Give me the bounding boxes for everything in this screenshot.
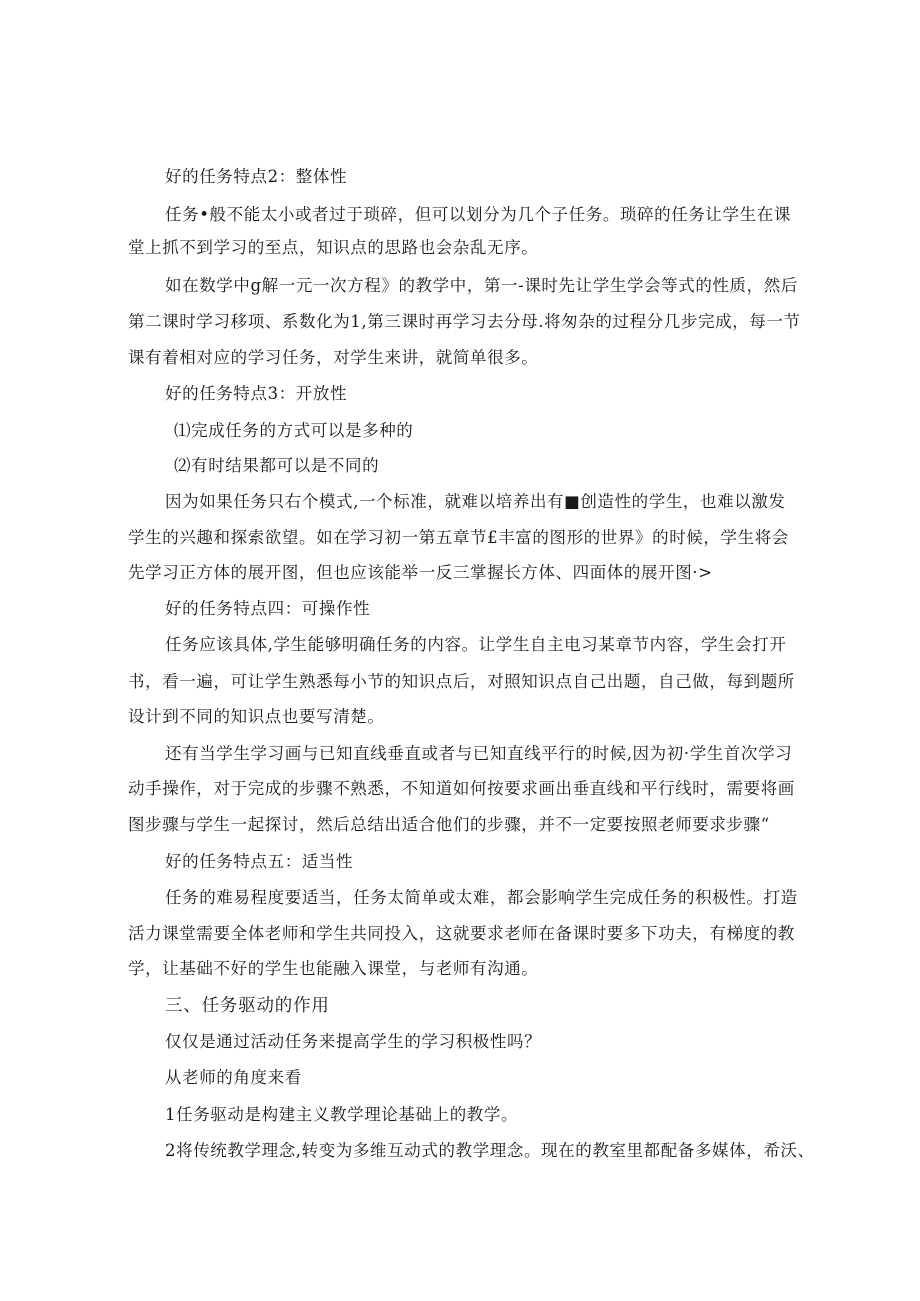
paragraph-line: 课有着相对应的学习任务，对学生来讲，就简单很多。: [128, 348, 539, 367]
paragraph-line: 动手操作，对于完成的步骤不熟悉，不知道如何按要求画出垂直线和平行线时，需要将画: [128, 779, 795, 798]
paragraph-line: 任务•般不能太小或者过于琐碎，但可以划分为几个子任务。琐碎的任务让学生在课: [165, 205, 791, 224]
paragraph-line: 学生的兴趣和探索欲望。如在学习初一第五章节£丰富的图形的世界》的时候，学生将会: [128, 528, 789, 547]
paragraph-line: 任务的难易程度要适当，任务太简单或太难，都会影响学生完成任务的积极性。打造: [165, 888, 798, 907]
list-item: ⑵有时结果都可以是不同的: [174, 456, 380, 475]
paragraph-line: 因为如果任务只右个模式,一个标准，就难以培养出有■创造性的学生，也难以激发: [165, 492, 786, 511]
paragraph-line: 从老师的角度来看: [165, 1068, 302, 1087]
paragraph-line: 书，看一遍，可让学生熟悉每小节的知识点后，对照知识点自己出题，自己做，每到题所: [128, 672, 795, 691]
paragraph-line: 堂上抓不到学习的至点，知识点的思路也会杂乱无序。: [128, 238, 539, 257]
paragraph-line: 仅仅是通过活动任务来提高学生的学习积极性吗？: [165, 1032, 542, 1051]
paragraph-line: 图步骤与学生一起探讨，然后总结出适合他们的步骤，并不一定要按照老师要求步骤“: [128, 815, 770, 834]
section-heading: 三、任务驱动的作用: [165, 996, 330, 1016]
paragraph-line: 如在数学中g解一元一次方程》的教学中，第一-课时先让学生学会等式的性质，然后: [165, 276, 798, 295]
paragraph-line: 第二课时学习移项、系数化为1,第三课时再学习去分母.将匆杂的过程分几步完成，每一节: [128, 312, 801, 331]
subheading-feature-4: 好的任务特点四：可操作性: [165, 599, 371, 618]
list-item: 1任务驱动是构建主义教学理论基础上的教学。: [165, 1105, 519, 1124]
paragraph-line: 任务应该具体,学生能够明确任务的内容。让学生自主电习某章节内容，学生会打开: [165, 635, 787, 654]
paragraph-line: 学，让基础不好的学生也能融入课堂，与老师有沟通。: [128, 959, 539, 978]
paragraph-line: 设计到不同的知识点也要写清楚。: [128, 707, 385, 726]
paragraph-line: 活力课堂需要全体老师和学生共同投入，这就要求老师在备课时要多下功夫，有梯度的教: [128, 924, 795, 943]
paragraph-line: 先学习正方体的展开图，但也应该能举一反三掌握长方体、四面体的展开图·>: [128, 563, 713, 582]
subheading-feature-5: 好的任务特点五：适当性: [165, 852, 354, 871]
paragraph-line: 还有当学生学习画与已知直线垂直或者与已知直线平行的时候,因为初·学生首次学习: [165, 744, 793, 763]
list-item: ⑴完成任务的方式可以是多种的: [174, 421, 414, 440]
subheading-feature-2: 好的任务特点2：整体性: [165, 167, 348, 186]
list-item: 2将传统教学理念,转变为多维互动式的教学理念。现在的教室里都配备多媒体，希沃、: [165, 1141, 815, 1160]
subheading-feature-3: 好的任务特点3：开放性: [165, 384, 348, 403]
